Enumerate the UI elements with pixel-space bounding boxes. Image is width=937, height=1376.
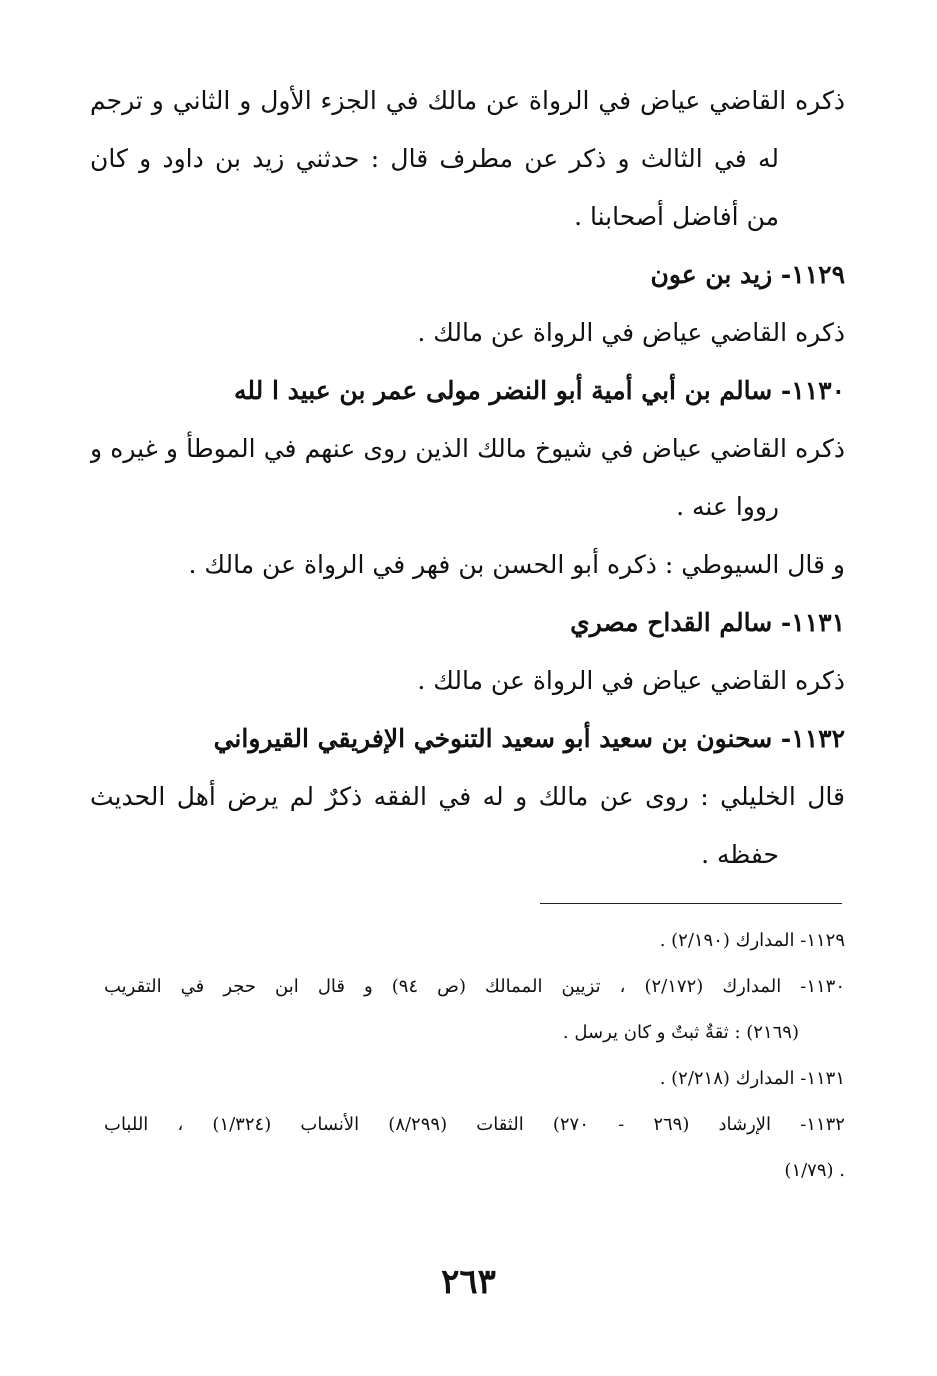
footnote-line: ١١٣١- المدارك (٢/٢١٨) .	[659, 1068, 845, 1089]
footnote-line: . (١/٧٩)	[784, 1160, 845, 1181]
entry-heading: ١١٣٢- سحنون بن سعيد أبو سعيد التنوخي الإفريقي القيرواني	[213, 724, 845, 753]
footnote-line: (٢١٦٩) : ثقةٌ ثبتٌ و كان يرسل .	[562, 1022, 799, 1043]
text-line: ذكره القاضي عياض في الرواة عن مالك .	[417, 318, 845, 347]
footnote-line: ١١٢٩- المدارك (٢/١٩٠) .	[659, 930, 845, 951]
entry-heading: ١١٣٠- سالم بن أبي أمية أبو النضر مولى عمر بن عبيد ا لله	[233, 376, 845, 405]
text-line: ذكره القاضي عياض في الرواة عن مالك .	[417, 666, 845, 695]
footnote-divider	[540, 903, 842, 904]
text-line: حفظه .	[701, 840, 779, 869]
entry-heading: ١١٢٩- زيد بن عون	[650, 260, 845, 289]
entry-heading: ١١٣١- سالم القداح مصري	[570, 608, 845, 637]
page-number: ٢٦٣	[441, 1262, 496, 1302]
text-line: قال الخليلي : روى عن مالك و له في الفقه ذكرٌ لم يرض أهل الحديث	[90, 782, 845, 811]
text-line: رووا عنه .	[676, 492, 779, 521]
text-line: له في الثالث و ذكر عن مطرف قال : حدثني زيد بن داود و كان	[90, 144, 779, 173]
text-line: ذكره القاضي عياض في الرواة عن مالك في الجزء الأول و الثاني و ترجم	[90, 86, 845, 115]
footnote-line: ١١٣٠- المدارك (٢/١٧٢) ، تزيين الممالك (ص ٩٤) و قال ابن حجر في التقريب	[104, 976, 845, 997]
footnotes	[104, 918, 845, 1194]
text-line: و قال السيوطي : ذكره أبو الحسن بن فهر في الرواة عن مالك .	[188, 550, 845, 579]
main-text	[90, 72, 845, 884]
footnote-line: ١١٣٢- الإرشاد (٢٦٩ - ٢٧٠) الثقات (٨/٢٩٩) الأنساب (١/٣٢٤) ، اللباب	[104, 1114, 845, 1135]
text-line: ذكره القاضي عياض في شيوخ مالك الذين روى عنهم في الموطأ و غيره و	[90, 434, 845, 463]
text-line: من أفاضل أصحابنا .	[574, 202, 779, 231]
